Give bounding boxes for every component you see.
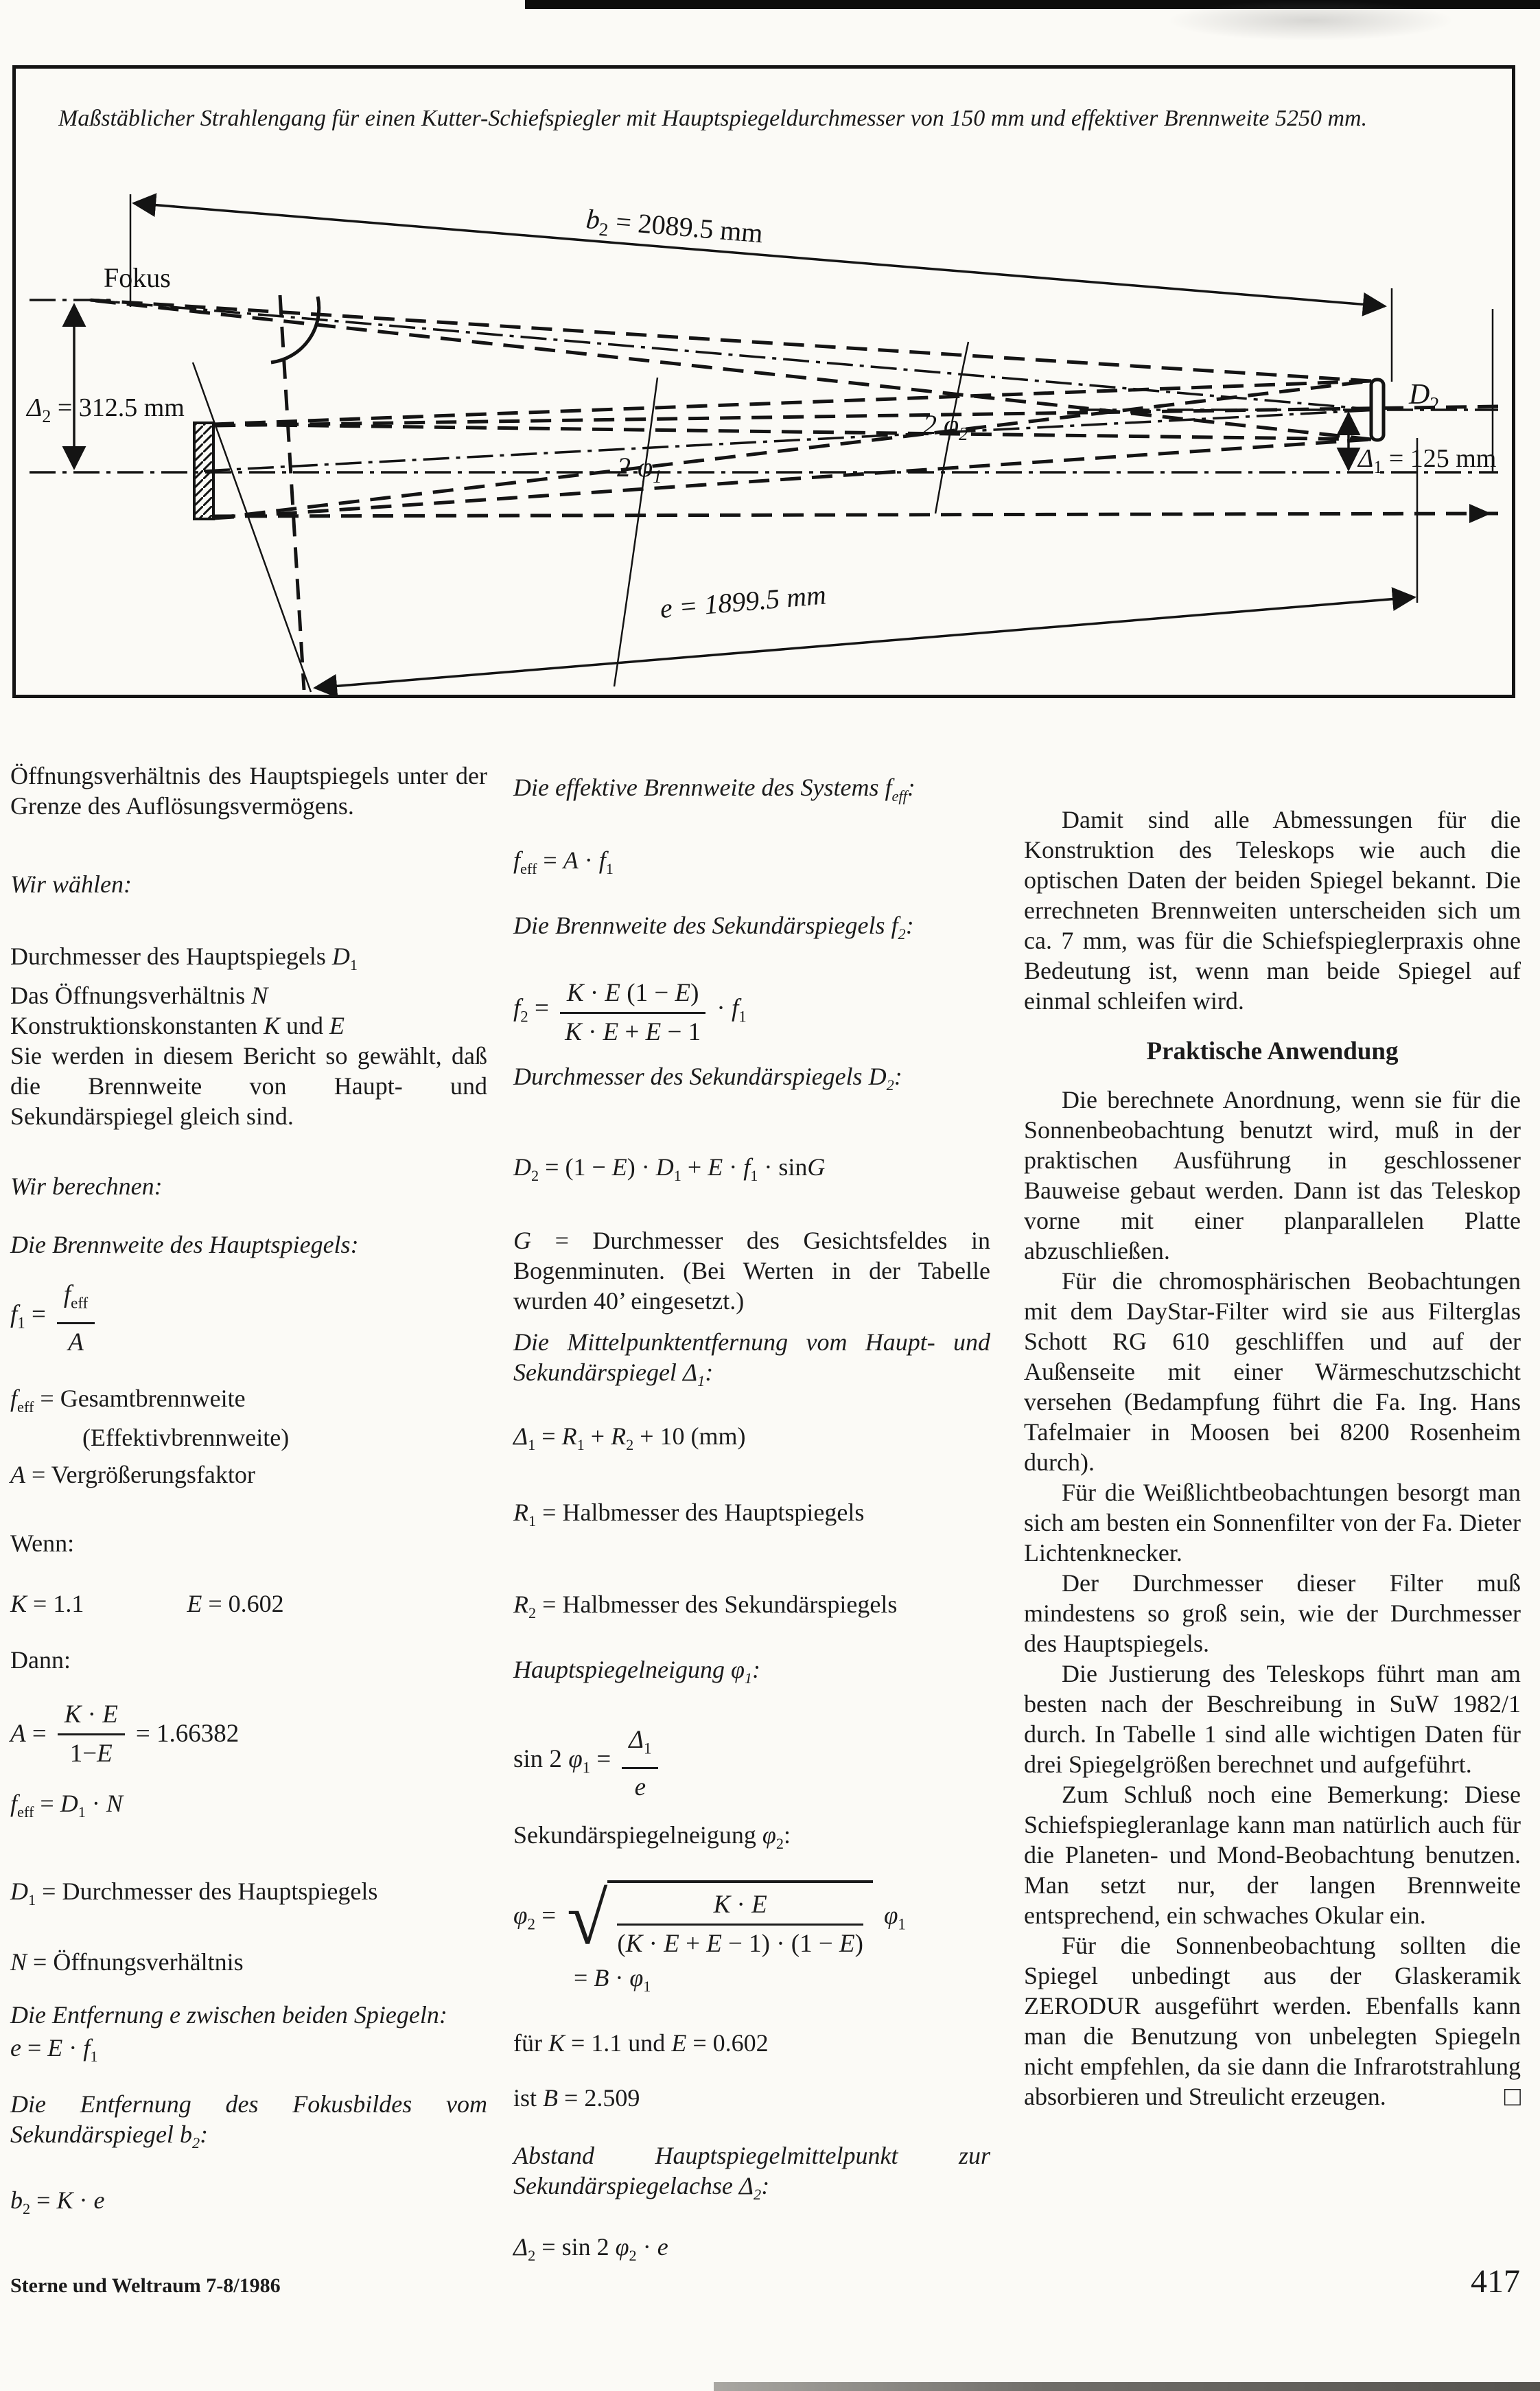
paragraph: Für die Weißlichtbeobachtungen besorgt man sich am besten ein Sonnenfilter von der Fa. Dieter Lichtenknecker. xyxy=(1024,1479,1521,1567)
paragraph: Zum Schluß noch eine Bemerkung: Diese Schiefspiegleranlage kann man natürlich auch für die Planeten- und Mond-Beobachtung benutzen. Man setzt nur, der langen Brennweite entsprechend, ein schwaches Okular ein. xyxy=(1024,1781,1521,1929)
paragraph: Sie werden in diesem Bericht so gewählt, daß die Brennweite von Haupt- und Sekundärspiegel gleich sind. xyxy=(10,1042,487,1131)
result: ist B = 2.509 xyxy=(513,2083,640,2112)
formula-heading: Die Mittelpunktentfernung vom Haupt- und Sekundärspiegel $\Delta_1$: xyxy=(513,1328,990,1390)
end-of-article-mark: □ xyxy=(1504,2081,1521,2112)
formula-heading: Durchmesser des Sekundärspiegels $D_2$: xyxy=(513,1062,902,1094)
lead-in: Wenn: xyxy=(10,1529,75,1557)
figure-frame xyxy=(12,65,1515,698)
formula-sin2phi1: sin 2 $\varphi_1$ = $\frac{\Delta_1}{e}$ xyxy=(513,1725,990,1803)
page-number: 417 xyxy=(1471,2263,1520,2300)
definition: $R_1$ = Halbmesser des Hauptspiegels xyxy=(513,1499,865,1530)
delta1-label: $\Delta_1 = 125$ mm xyxy=(1358,444,1497,477)
constants xyxy=(10,1589,487,1619)
ray-arrowhead xyxy=(1469,504,1491,523)
column-right xyxy=(1024,741,1521,2112)
formula-f1: $f_1$ = $\frac{f_{eff}}{A}$ xyxy=(10,1280,487,1357)
formula-f2: $f_2$ = $\frac{K \cdot E (1 - E)}{K \cdot E + E - 1}$ · $f_1$ xyxy=(513,978,747,1046)
phi2-label: 2 $\varphi_2$ xyxy=(923,409,968,444)
formula-bphi: = $B \cdot \varphi_1$ xyxy=(574,1964,651,1996)
formula-heading: Die effektive Brennweite des Systems $f_{eff}$: xyxy=(513,774,915,805)
scan-artifact-bottom-bar xyxy=(714,2382,1540,2391)
formula-phi2: $\varphi_2$ = √ $\frac{K \cdot E}{(K \cdot E + E - 1) \cdot (1 - E)}$ $\varphi_1$ xyxy=(513,1878,906,1961)
column-middle xyxy=(513,741,990,2271)
column-left xyxy=(10,741,487,2224)
paragraph: Damit sind alle Abmessungen für die Konstruktion des Teleskops wie auch die optischen Daten der beiden Spiegel bekannt. Die errechneten Brennweiten unterscheiden sich um ca. 7 mm, was für die Schiefspieglerpraxis ohne Bedeutung ist, wenn man beide Spiegel auf einmal schleifen wird. xyxy=(1024,806,1521,1015)
lead-in: Dann: xyxy=(10,1645,71,1674)
formula-heading: Die Brennweite des Hauptspiegels: xyxy=(10,1231,359,1259)
phi1-label: 2 $\varphi_1$ xyxy=(617,452,662,487)
square-root: √ $\frac{K \cdot E}{(K \cdot E + E - 1) \cdot (1 - E)}$ xyxy=(567,1880,873,1959)
figure-caption: Maßstäblicher Strahlengang für einen Kutter-Schiefspiegler mit Hauptspiegeldurchmesser von 150 mm und effektiver Brennweite 5250 mm. xyxy=(58,106,1368,131)
formula-e: $e = E \cdot f_1$ xyxy=(10,2034,98,2066)
paragraph: Öffnungsverhältnis des Hauptspiegels unter der Grenze des Auflösungsvermögens. xyxy=(10,762,487,820)
lead-in: Wir berechnen: xyxy=(10,1173,163,1201)
formula-delta1: $\Delta_1 = R_1 + R_2 + 10$ (mm) xyxy=(513,1422,746,1454)
page-footer xyxy=(10,2263,1520,2300)
angle-arcs xyxy=(271,297,968,686)
formula-heading: Abstand Hauptspiegelmittelpunkt zur Sekundärspiegelachse $\Delta_2$: xyxy=(513,2141,990,2203)
condition: für K = 1.1 und E = 0.602 xyxy=(513,2029,769,2057)
d2-label: $D_2$ xyxy=(1409,379,1440,415)
reference-lines xyxy=(130,194,1493,692)
fokus-label: Fokus xyxy=(104,262,171,293)
paragraph: Der Durchmesser dieser Filter muß mindestens so groß sein, wie der Durchmesser des Hauptspiegels. xyxy=(1024,1569,1521,1657)
paragraph: Die berechnete Anordnung, wenn sie für die Sonnenbeobachtung benutzt wird, muß in der praktischen Ausführung in geschlossener Bauweise gebaut werden. Dann ist das Teleskop vorne mit einer planparallelen Platte abzuschließen. xyxy=(1024,1086,1521,1264)
formula-heading: Sekundärspiegelneigung $\varphi_2$: xyxy=(513,1821,791,1853)
b2-label: $b_2 = 2089.5$ mm xyxy=(585,203,765,249)
formula-d2: $D_2 = (1 - E) \cdot D_1 + E \cdot f_1 \cdot \sin G$ xyxy=(513,1153,826,1184)
e-value: E = 0.602 xyxy=(187,1589,284,1617)
formula-heading: Die Brennweite des Sekundärspiegels $f_2$: xyxy=(513,912,914,943)
definition: N = Öffnungsverhältnis xyxy=(10,1948,244,1976)
diagram-labels xyxy=(25,203,1496,624)
formula-delta2: $\Delta_2 = \sin 2$ $\varphi_2 \cdot e$ xyxy=(513,2232,668,2265)
list-item: Durchmesser des Hauptspiegels $D_1$ xyxy=(10,943,358,974)
definition: $R_2$ = Halbmesser des Sekundärspiegels xyxy=(513,1590,898,1621)
formula-feff: $f_{eff} = A \cdot f_1$ xyxy=(513,846,614,878)
paragraph: Für die chromosphärischen Beobachtungen mit dem DayStar-Filter wird sie aus Filterglas Schott RG 610 geschliffen und auf der Außenseite mit einer Wärmeschutzschicht versehen (Bedampfung führt die Fa. Ing. Hans Tafelmaier in Moosen bei 8200 Rosenheim durch). xyxy=(1024,1267,1521,1476)
axis-lines xyxy=(30,300,1498,472)
definition: $f_{eff}$ = Gesamtbrennweite xyxy=(10,1384,246,1416)
formula-heading: Die Entfernung e zwischen beiden Spiegeln: xyxy=(10,2001,447,2029)
formula-b2: $b_2 = K \cdot e$ xyxy=(10,2186,105,2217)
scan-smudge xyxy=(1167,0,1455,41)
list-item: Konstruktionskonstanten K und E xyxy=(10,1012,345,1040)
definition: (Effektivbrennweite) xyxy=(82,1423,290,1451)
definition: A = Vergrößerungsfaktor xyxy=(10,1460,255,1488)
journal-name: Sterne und Weltraum 7-8/1986 xyxy=(10,2274,281,2297)
chosen-quantities xyxy=(10,941,487,1131)
section-heading: Praktische Anwendung xyxy=(1146,1037,1399,1065)
e-label: e = 1899.5 mm xyxy=(658,579,828,624)
delta2-label: $\Delta_2 = 312.5$ mm xyxy=(27,393,185,426)
formula-heading: Hauptspiegelneigung $\varphi_1$: xyxy=(513,1655,761,1687)
paragraph: Für die Sonnenbeobachtung sollten die Spiegel unbedingt aus der Glaskeramik ZERODUR ausgeführt werden. Ebenfalls kann man die Benutzung von unbelegten Spiegeln nicht empfehlen, da sie dann die Infrarotstrahlung absorbieren und Streulicht erzeugen. □ xyxy=(1024,1932,1521,2112)
light-rays xyxy=(89,295,1498,690)
ray-diagram xyxy=(16,69,1512,695)
formula-heading: Die Entfernung des Fokusbildes vom Sekundärspiegel $b_2$: xyxy=(10,2090,487,2152)
secondary-mirror xyxy=(1371,380,1384,440)
definition: $D_1$ = Durchmesser des Hauptspiegels xyxy=(10,1877,378,1909)
list-item: Das Öffnungsverhältnis N xyxy=(10,982,268,1010)
lead-in: Wir wählen: xyxy=(10,870,132,898)
paragraph: Die Justierung des Teleskops führt man am besten nach der Beschreibung in SuW 1982/1 durch. In Tabelle 1 sind alle wichtigen Daten für drei Spiegelgrößen berechnet und aufgeführt. xyxy=(1024,1660,1521,1778)
definition: G = Durchmesser des Gesichtsfeldes in Bogenminuten. (Bei Werten in der Tabelle wurden 40’ eingesetzt.) xyxy=(513,1226,990,1315)
formula-a: A = $\frac{K \cdot E}{1-E}$ = 1.66382 xyxy=(10,1700,240,1768)
formula-feff: $f_{eff} = D_1 \cdot N$ xyxy=(10,1789,123,1821)
primary-mirror xyxy=(194,423,213,519)
k-value: K = 1.1 xyxy=(10,1589,84,1617)
